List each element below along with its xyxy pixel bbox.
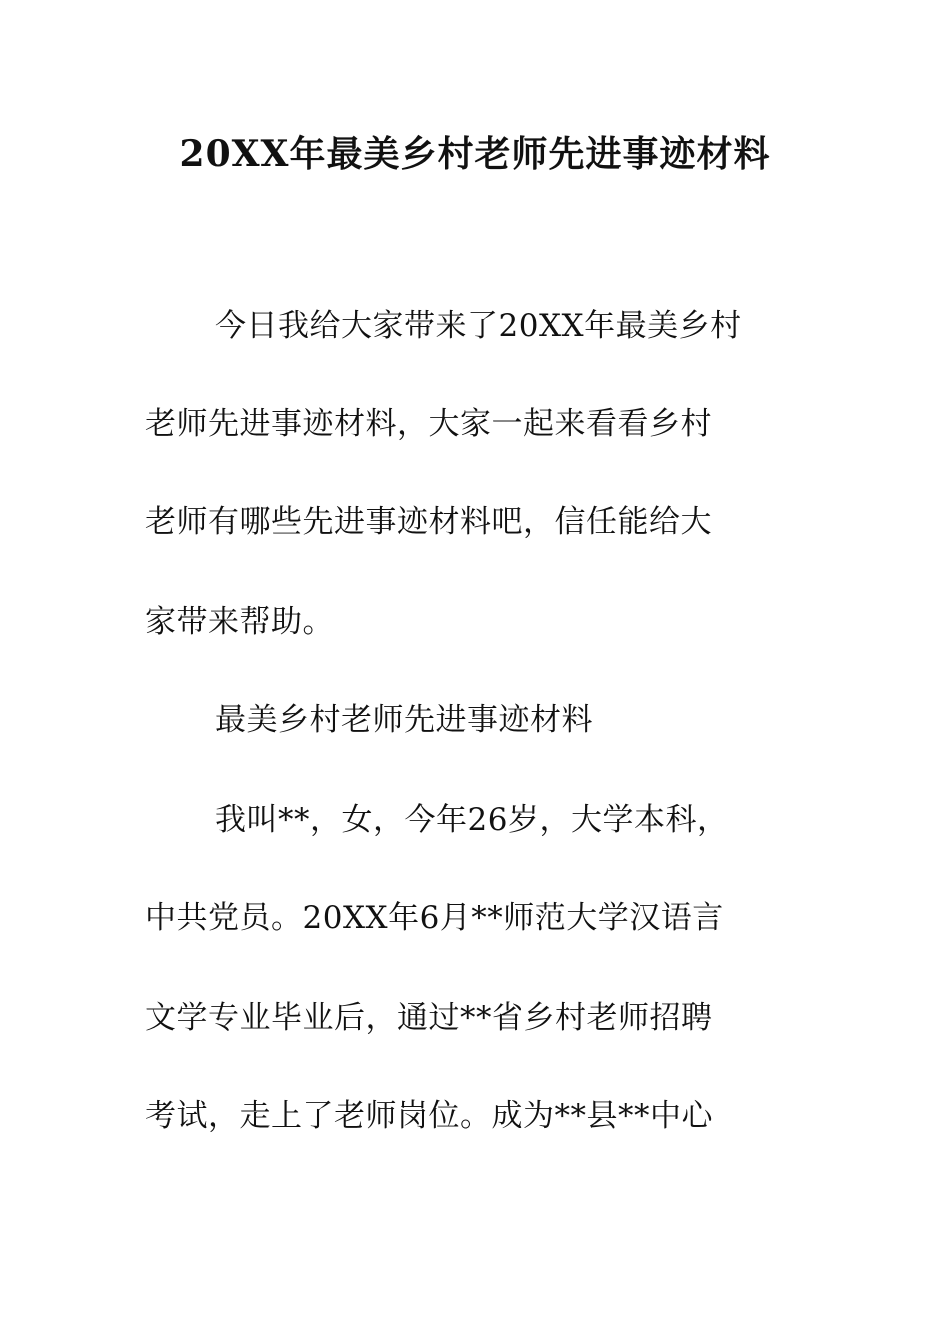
paragraph-line: 中共党员。20XX年6月**师范大学汉语言 bbox=[145, 900, 724, 936]
paragraph-line: 文学专业毕业后，通过**省乡村老师招聘 bbox=[145, 1000, 713, 1036]
paragraph-line: 老师有哪些先进事迹材料吧，信任能给大 bbox=[145, 504, 712, 540]
paragraph-line: 今日我给大家带来了20XX年最美乡村 bbox=[215, 308, 742, 344]
paragraph-line: 老师先进事迹材料，大家一起来看看乡村 bbox=[145, 406, 712, 442]
paragraph-line: 考试，走上了老师岗位。成为**县**中心 bbox=[145, 1098, 713, 1134]
section-heading: 最美乡村老师先进事迹材料 bbox=[215, 702, 593, 738]
document-title: 20XX年最美乡村老师先进事迹材料 bbox=[179, 133, 771, 175]
paragraph-line: 我叫**，女，今年26岁，大学本科， bbox=[215, 802, 729, 838]
paragraph-line: 家带来帮助。 bbox=[145, 604, 334, 640]
